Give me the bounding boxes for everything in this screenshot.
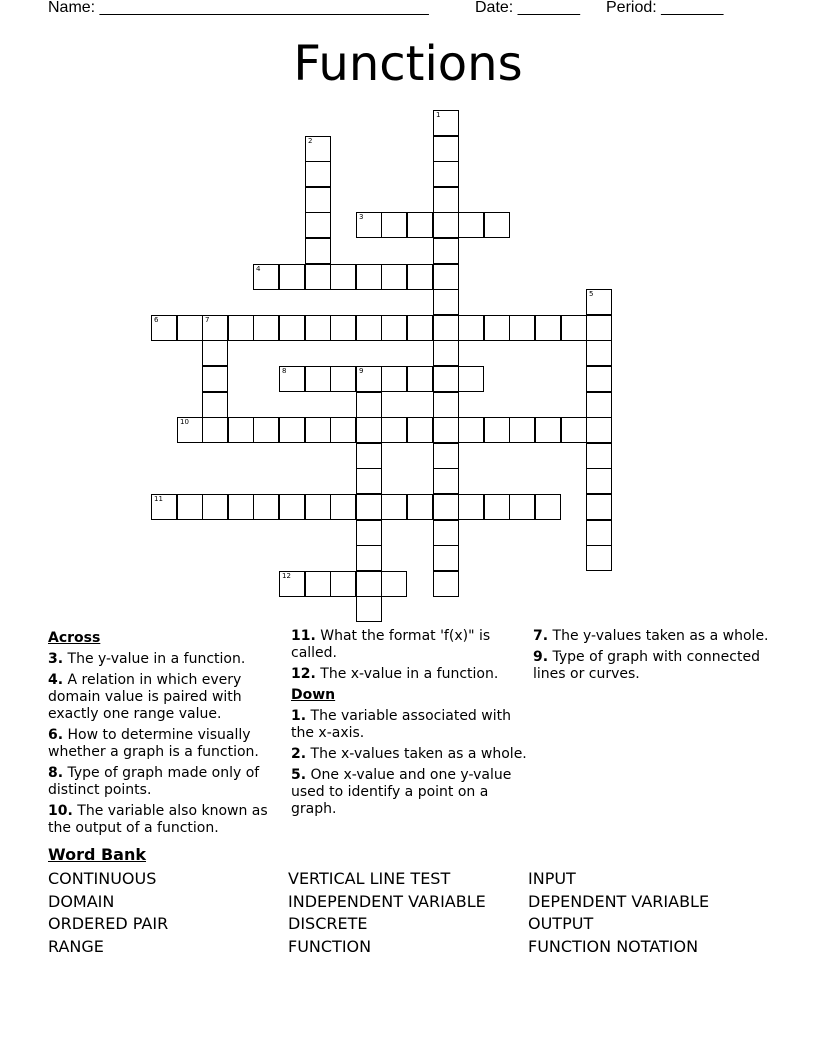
crossword-cell[interactable] bbox=[433, 520, 459, 546]
crossword-cell[interactable] bbox=[433, 110, 459, 136]
crossword-cell[interactable] bbox=[202, 494, 228, 520]
cell-number: 9 bbox=[359, 367, 364, 375]
word-bank-item: DISCRETE bbox=[288, 914, 368, 934]
crossword-cell[interactable] bbox=[330, 571, 356, 597]
clues-column-3 bbox=[533, 628, 769, 687]
crossword-cell[interactable] bbox=[484, 212, 510, 238]
crossword-cell[interactable] bbox=[381, 494, 407, 520]
crossword-cell[interactable] bbox=[228, 494, 254, 520]
clue-number: 2. bbox=[291, 746, 307, 762]
crossword-cell[interactable] bbox=[279, 366, 305, 392]
crossword-cell[interactable] bbox=[407, 494, 433, 520]
crossword-cell[interactable] bbox=[381, 264, 407, 290]
crossword-cell[interactable] bbox=[330, 366, 356, 392]
crossword-cell[interactable] bbox=[535, 417, 561, 443]
crossword-cell[interactable] bbox=[458, 366, 484, 392]
crossword-cell[interactable] bbox=[586, 315, 612, 341]
word-bank-column-1 bbox=[48, 868, 168, 959]
cell-number: 2 bbox=[308, 137, 313, 145]
clue-number: 7. bbox=[533, 628, 549, 644]
crossword-cell[interactable] bbox=[433, 366, 459, 392]
crossword-cell[interactable] bbox=[202, 315, 228, 341]
crossword-cell[interactable] bbox=[407, 264, 433, 290]
crossword-cell[interactable] bbox=[433, 443, 459, 469]
cell-number: 10 bbox=[180, 418, 189, 426]
word-bank-item: DEPENDENT VARIABLE bbox=[528, 891, 710, 911]
crossword-cell[interactable] bbox=[356, 392, 382, 418]
clue-number: 4. bbox=[48, 672, 64, 688]
crossword-cell[interactable] bbox=[586, 494, 612, 520]
crossword-cell[interactable] bbox=[535, 315, 561, 341]
crossword-cell[interactable] bbox=[305, 264, 331, 290]
clue-text: The variable also known as the output of a function. bbox=[48, 803, 268, 836]
crossword-cell[interactable] bbox=[433, 212, 459, 238]
crossword-cell[interactable] bbox=[561, 315, 587, 341]
crossword-cell[interactable] bbox=[433, 315, 459, 341]
clue-down-1 bbox=[291, 708, 527, 742]
crossword-cell[interactable] bbox=[356, 366, 382, 392]
crossword-cell[interactable] bbox=[586, 443, 612, 469]
across-heading: Across bbox=[48, 630, 101, 646]
clue-across-11 bbox=[291, 628, 527, 662]
word-bank-heading: Word Bank bbox=[48, 845, 147, 864]
crossword-cell[interactable] bbox=[433, 545, 459, 571]
crossword-cell[interactable] bbox=[586, 289, 612, 315]
crossword-cell[interactable] bbox=[586, 545, 612, 571]
crossword-cell[interactable] bbox=[458, 494, 484, 520]
crossword-cell[interactable] bbox=[305, 366, 331, 392]
page-title: Functions bbox=[293, 36, 523, 92]
crossword-cell[interactable] bbox=[356, 520, 382, 546]
crossword-cell[interactable] bbox=[356, 571, 382, 597]
crossword-cell[interactable] bbox=[381, 417, 407, 443]
word-bank-item: CONTINUOUS bbox=[48, 869, 157, 888]
crossword-cell[interactable] bbox=[228, 417, 254, 443]
crossword-cell[interactable] bbox=[305, 187, 331, 213]
word-bank-item: INDEPENDENT VARIABLE bbox=[288, 891, 486, 911]
crossword-cell[interactable] bbox=[433, 494, 459, 520]
crossword-cell[interactable] bbox=[356, 417, 382, 443]
crossword-cell[interactable] bbox=[586, 417, 612, 443]
crossword-cell[interactable] bbox=[356, 315, 382, 341]
crossword-cell[interactable] bbox=[407, 212, 433, 238]
clue-down-5 bbox=[291, 767, 527, 818]
word-bank-item: FUNCTION NOTATION bbox=[528, 937, 699, 957]
word-bank-column-3 bbox=[528, 868, 709, 959]
crossword-cell[interactable] bbox=[279, 417, 305, 443]
crossword-cell[interactable] bbox=[305, 494, 331, 520]
crossword-cell[interactable] bbox=[561, 417, 587, 443]
crossword-cell[interactable] bbox=[253, 264, 279, 290]
cell-number: 1 bbox=[436, 111, 441, 119]
crossword-cell[interactable] bbox=[202, 340, 228, 366]
clue-down-2 bbox=[291, 746, 527, 763]
crossword-cell[interactable] bbox=[509, 315, 535, 341]
crossword-cell[interactable] bbox=[279, 494, 305, 520]
clue-number: 1. bbox=[291, 708, 307, 724]
clue-down-7 bbox=[533, 628, 769, 645]
crossword-cell[interactable] bbox=[433, 417, 459, 443]
crossword-cell[interactable] bbox=[586, 392, 612, 418]
word-bank-item: INPUT bbox=[528, 869, 576, 888]
cell-number: 6 bbox=[154, 316, 159, 324]
cell-number: 4 bbox=[256, 265, 261, 273]
crossword-cell[interactable] bbox=[356, 494, 382, 520]
clue-text: The x-values taken as a whole. bbox=[310, 746, 527, 762]
crossword-cell[interactable] bbox=[228, 315, 254, 341]
clues-column-2 bbox=[291, 628, 527, 822]
clue-number: 11. bbox=[291, 628, 316, 644]
crossword-cell[interactable] bbox=[433, 136, 459, 162]
word-bank-item: OUTPUT bbox=[528, 914, 594, 934]
crossword-cell[interactable] bbox=[535, 494, 561, 520]
crossword-cell[interactable] bbox=[509, 494, 535, 520]
clue-text: Type of graph made only of distinct points. bbox=[48, 765, 260, 798]
word-bank-column-2 bbox=[288, 868, 486, 959]
clue-text: The y-values taken as a whole. bbox=[552, 628, 769, 644]
clue-text: The x-value in a function. bbox=[320, 666, 499, 682]
crossword-cell[interactable] bbox=[202, 366, 228, 392]
clue-number: 12. bbox=[291, 666, 316, 682]
cell-number: 11 bbox=[154, 495, 163, 503]
crossword-cell[interactable] bbox=[433, 340, 459, 366]
crossword-cell[interactable] bbox=[356, 596, 382, 622]
crossword-cell[interactable] bbox=[407, 366, 433, 392]
word-bank-item: FUNCTION bbox=[288, 937, 372, 957]
clue-down-9 bbox=[533, 649, 769, 683]
crossword-cell[interactable] bbox=[151, 315, 177, 341]
crossword-cell[interactable] bbox=[305, 417, 331, 443]
crossword-cell[interactable] bbox=[305, 161, 331, 187]
crossword-cell[interactable] bbox=[330, 315, 356, 341]
crossword-cell[interactable] bbox=[586, 366, 612, 392]
crossword-cell[interactable] bbox=[177, 417, 203, 443]
crossword-cell[interactable] bbox=[356, 468, 382, 494]
crossword-cell[interactable] bbox=[381, 212, 407, 238]
clue-text: One x-value and one y-value used to identify a point on a graph. bbox=[291, 767, 512, 817]
crossword-cell[interactable] bbox=[356, 545, 382, 571]
cell-number: 3 bbox=[359, 213, 364, 221]
crossword-cell[interactable] bbox=[509, 417, 535, 443]
crossword-cell[interactable] bbox=[279, 264, 305, 290]
crossword-cell[interactable] bbox=[458, 417, 484, 443]
crossword-cell[interactable] bbox=[484, 315, 510, 341]
word-bank-item: DOMAIN bbox=[48, 891, 115, 911]
cell-number: 8 bbox=[282, 367, 287, 375]
clue-text: How to determine visually whether a graph is a function. bbox=[48, 727, 259, 760]
crossword-cell[interactable] bbox=[586, 340, 612, 366]
down-heading: Down bbox=[291, 687, 336, 703]
clue-across-6 bbox=[48, 727, 284, 761]
crossword-cell[interactable] bbox=[381, 315, 407, 341]
clue-text: What the format 'f(x)" is called. bbox=[291, 628, 491, 661]
crossword-cell[interactable] bbox=[279, 315, 305, 341]
word-bank-item: ORDERED PAIR bbox=[48, 914, 169, 934]
cell-number: 5 bbox=[589, 290, 594, 298]
clue-across-3 bbox=[48, 651, 284, 668]
clue-across-4 bbox=[48, 672, 284, 723]
crossword-cell[interactable] bbox=[458, 315, 484, 341]
crossword-cell[interactable] bbox=[330, 417, 356, 443]
period-field-label: Period: _______ bbox=[606, 0, 724, 16]
clues-column-1 bbox=[48, 628, 284, 841]
crossword-cell[interactable] bbox=[305, 212, 331, 238]
clue-text: The y-value in a function. bbox=[67, 651, 246, 667]
crossword-cell[interactable] bbox=[484, 494, 510, 520]
cell-number: 12 bbox=[282, 572, 291, 580]
crossword-cell[interactable] bbox=[433, 571, 459, 597]
crossword-cell[interactable] bbox=[253, 315, 279, 341]
crossword-cell[interactable] bbox=[253, 417, 279, 443]
crossword-cell[interactable] bbox=[279, 571, 305, 597]
crossword-cell[interactable] bbox=[177, 315, 203, 341]
crossword-cell[interactable] bbox=[381, 571, 407, 597]
clue-number: 6. bbox=[48, 727, 64, 743]
crossword-cell[interactable] bbox=[458, 212, 484, 238]
crossword-cell[interactable] bbox=[407, 315, 433, 341]
clue-text: A relation in which every domain value is paired with exactly one range value. bbox=[48, 672, 242, 722]
crossword-cell[interactable] bbox=[407, 417, 433, 443]
clue-number: 5. bbox=[291, 767, 307, 783]
clue-text: The variable associated with the x-axis. bbox=[291, 708, 511, 741]
name-field-label: Name: _____________________________________ bbox=[48, 0, 429, 16]
crossword-cell[interactable] bbox=[202, 417, 228, 443]
word-bank-item: VERTICAL LINE TEST bbox=[288, 869, 451, 888]
clue-across-10 bbox=[48, 803, 284, 837]
crossword-cell[interactable] bbox=[433, 161, 459, 187]
crossword-cell[interactable] bbox=[484, 417, 510, 443]
date-field-label: Date: _______ bbox=[475, 0, 580, 16]
crossword-cell[interactable] bbox=[202, 392, 228, 418]
crossword-cell[interactable] bbox=[433, 468, 459, 494]
crossword-cell[interactable] bbox=[433, 238, 459, 264]
crossword-cell[interactable] bbox=[433, 187, 459, 213]
crossword-cell[interactable] bbox=[305, 136, 331, 162]
crossword-cell[interactable] bbox=[356, 443, 382, 469]
crossword-cell[interactable] bbox=[433, 392, 459, 418]
crossword-cell[interactable] bbox=[433, 289, 459, 315]
crossword-cell[interactable] bbox=[356, 212, 382, 238]
clue-number: 3. bbox=[48, 651, 64, 667]
crossword-cell[interactable] bbox=[151, 494, 177, 520]
clue-text: Type of graph with connected lines or curves. bbox=[533, 649, 760, 682]
crossword-cell[interactable] bbox=[305, 238, 331, 264]
clue-across-12 bbox=[291, 666, 527, 683]
crossword-cell[interactable] bbox=[305, 315, 331, 341]
crossword-cell[interactable] bbox=[586, 520, 612, 546]
crossword-cell[interactable] bbox=[433, 264, 459, 290]
crossword-cell[interactable] bbox=[177, 494, 203, 520]
crossword-cell[interactable] bbox=[381, 366, 407, 392]
clue-number: 9. bbox=[533, 649, 549, 665]
crossword-cell[interactable] bbox=[586, 468, 612, 494]
crossword-cell[interactable] bbox=[305, 571, 331, 597]
crossword-cell[interactable] bbox=[253, 494, 279, 520]
crossword-cell[interactable] bbox=[330, 494, 356, 520]
crossword-cell[interactable] bbox=[356, 264, 382, 290]
word-bank-item: RANGE bbox=[48, 937, 104, 957]
clue-number: 10. bbox=[48, 803, 73, 819]
cell-number: 7 bbox=[205, 316, 210, 324]
clue-number: 8. bbox=[48, 765, 64, 781]
crossword-cell[interactable] bbox=[330, 264, 356, 290]
clue-across-8 bbox=[48, 765, 284, 799]
